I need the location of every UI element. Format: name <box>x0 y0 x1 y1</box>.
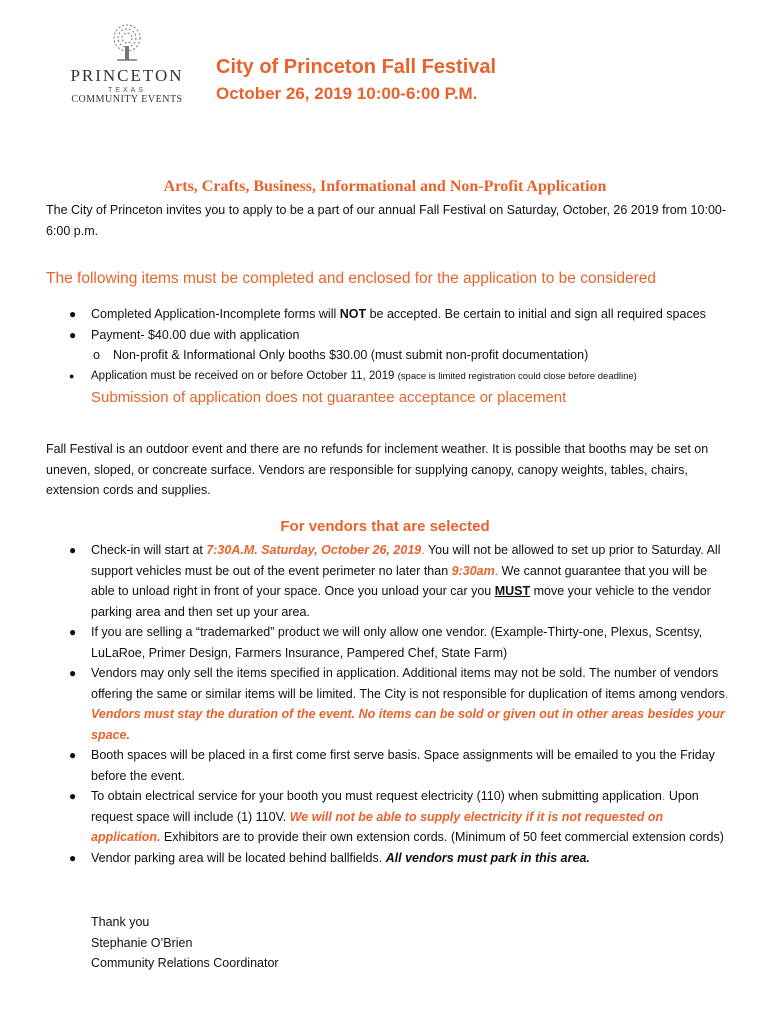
bullet-icon: ● <box>69 625 77 639</box>
list-item: ● Completed Application-Incomplete forms will NOT be accepted. Be certain to initial and sign all required spaces <box>91 304 731 325</box>
bullet-icon: ● <box>69 543 77 557</box>
tree-icon <box>105 22 149 64</box>
requirements-heading: The following items must be completed and enclosed for the application to be considered <box>46 270 657 287</box>
list-item: ● Check-in will start at 7:30A.M. Saturday, October 26, 2019. You will not be allowed to set up prior to Saturday. All support vehicles must be out of the event perimeter no later than 9:30am. We cannot guarantee that you will be able to unload right in front of your space. Once you unload your car you MUST move your vehicle to the vendor parking area and then set up your area. <box>91 540 731 622</box>
list-item: ● Payment- $40.00 due with application <box>91 325 731 346</box>
list-item: ● Booth spaces will be placed in a first come first serve basis. Space assignments will be emailed to you the Friday before the event. <box>91 745 731 786</box>
bullet-icon: ● <box>69 789 77 803</box>
logo-state: TEXAS <box>108 87 146 94</box>
logo-subtitle: COMMUNITY EVENTS <box>71 94 183 105</box>
requirements-list <box>69 304 731 409</box>
page-title: City of Princeton Fall Festival <box>216 56 497 78</box>
vendors-heading: For vendors that are selected <box>280 518 490 535</box>
vendor-rules-list <box>69 540 731 868</box>
bullet-icon: ● <box>69 850 77 865</box>
logo-brand: PRINCETON <box>70 66 184 85</box>
application-heading: Arts, Crafts, Business, Informational and Non-Profit Application <box>163 178 607 195</box>
list-item: ● To obtain electrical service for your booth you must request electricity (110) when submitting application. Upon request space will include (1) 110V. We will not be able to supply electricity if it is not requested on application. Exhibitors are to provide their own extension cords. (Minimum of 50 feet commercial extension cords) <box>91 786 731 848</box>
signer-name: Stephanie O’Brien <box>91 935 193 950</box>
intro-paragraph: The City of Princeton invites you to apply to be a part of our annual Fall Festival on Saturday, October, 26 2019 from 10:00-6:00 p.m. <box>46 203 727 238</box>
list-item: ● Vendors may only sell the items specified in application. Additional items may not be sold. The number of vendors offering the same or similar items will be limited. The City is not responsible for duplication of items among vendors. Vendors must stay the duration of the event. No items can be sold or given out in other areas besides your space. <box>91 663 731 745</box>
outdoor-event-paragraph: Fall Festival is an outdoor event and there are no refunds for inclement weather. It is possible that booths may be set on uneven, sloped, or concreate surface. Vendors are responsible for supplying canopy, canopy weights, tables, chairs, extension cords and supplies. <box>46 442 709 497</box>
bullet-icon: ● <box>69 370 75 381</box>
event-date: October 26, 2019 10:00-6:00 P.M. <box>216 84 478 103</box>
signoff <box>91 912 279 974</box>
bullet-icon: ● <box>69 748 77 762</box>
list-subitem: o Non-profit & Informational Only booths $30.00 (must submit non-profit documentation) <box>69 345 731 366</box>
signer-title: Community Relations Coordinator <box>91 956 279 970</box>
thank-you-text: Thank you <box>91 915 150 929</box>
bullet-icon: ● <box>69 666 77 680</box>
bullet-icon: ● <box>69 327 77 342</box>
acceptance-notice: Submission of application does not guarantee acceptance or placement <box>91 389 567 406</box>
list-item: ● Vendor parking area will be located behind ballfields. All vendors must park in this area. <box>91 848 731 869</box>
bullet-icon: ● <box>69 307 77 321</box>
list-item: ● If you are selling a “trademarked” product we will only allow one vendor. (Example-Thirty-one, Plexus, Scentsy, LuLaRoe, Primer Design, Farmers Insurance, Pampered Chef, State Farm) <box>91 622 731 663</box>
circle-bullet-icon: o <box>93 348 100 362</box>
princeton-logo <box>62 22 192 105</box>
list-item: ● Application must be received on or before October 11, 2019 (space is limited registration could close before deadline) <box>91 366 731 388</box>
